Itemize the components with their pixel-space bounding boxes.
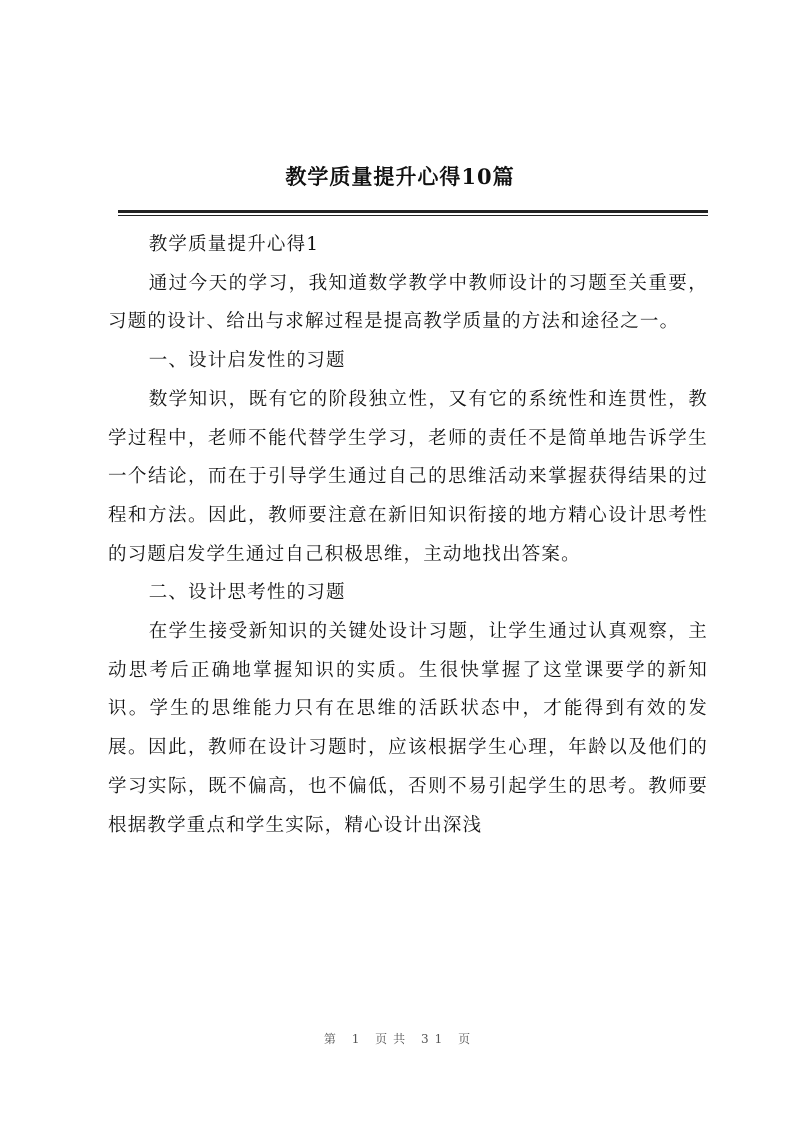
title-underline-thick xyxy=(118,210,708,213)
title-underline-thin xyxy=(118,215,708,216)
document-body xyxy=(108,226,708,845)
subsection-heading: 一、设计启发性的习题 xyxy=(148,350,346,372)
body-paragraph: 在学生接受新知识的关键处设计习题，让学生通过认真观察，主动思考后正确地掌握知识的实质。生很快掌握了这堂课要学的新知识。学生的思维能力只有在思维的活跃状态中，才能得到有效的发展。因此，教师在设计习题时，应该根据学生心理，年龄以及他们的学习实际，既不偏高，也不偏低，否则不易引起学生的思考。教师要根据教学重点和学生实际，精心设计出深浅 xyxy=(108,621,708,836)
body-paragraph: 数学知识，既有它的阶段独立性，又有它的系统性和连贯性，教学过程中，老师不能代替学生学习，老师的责任不是简单地告诉学生一个结论，而在于引导学生通过自己的思维活动来掌握获得结果的过程和方法。因此，教师要注意在新旧知识衔接的地方精心设计思考性的习题启发学生通过自己积极思维，主动地找出答案。 xyxy=(108,388,708,565)
section-heading: 教学质量提升心得1 xyxy=(148,234,320,255)
body-paragraph: 通过今天的学习，我知道数学教学中教师设计的习题至关重要，习题的设计、给出与求解过程是提高教学质量的方法和途径之一。 xyxy=(108,272,708,333)
document-title: 教学质量提升心得10篇 xyxy=(285,164,515,189)
page-footer: 第 1 页共 31 页 xyxy=(323,1032,477,1046)
subsection-heading: 二、设计思考性的习题 xyxy=(148,582,346,604)
